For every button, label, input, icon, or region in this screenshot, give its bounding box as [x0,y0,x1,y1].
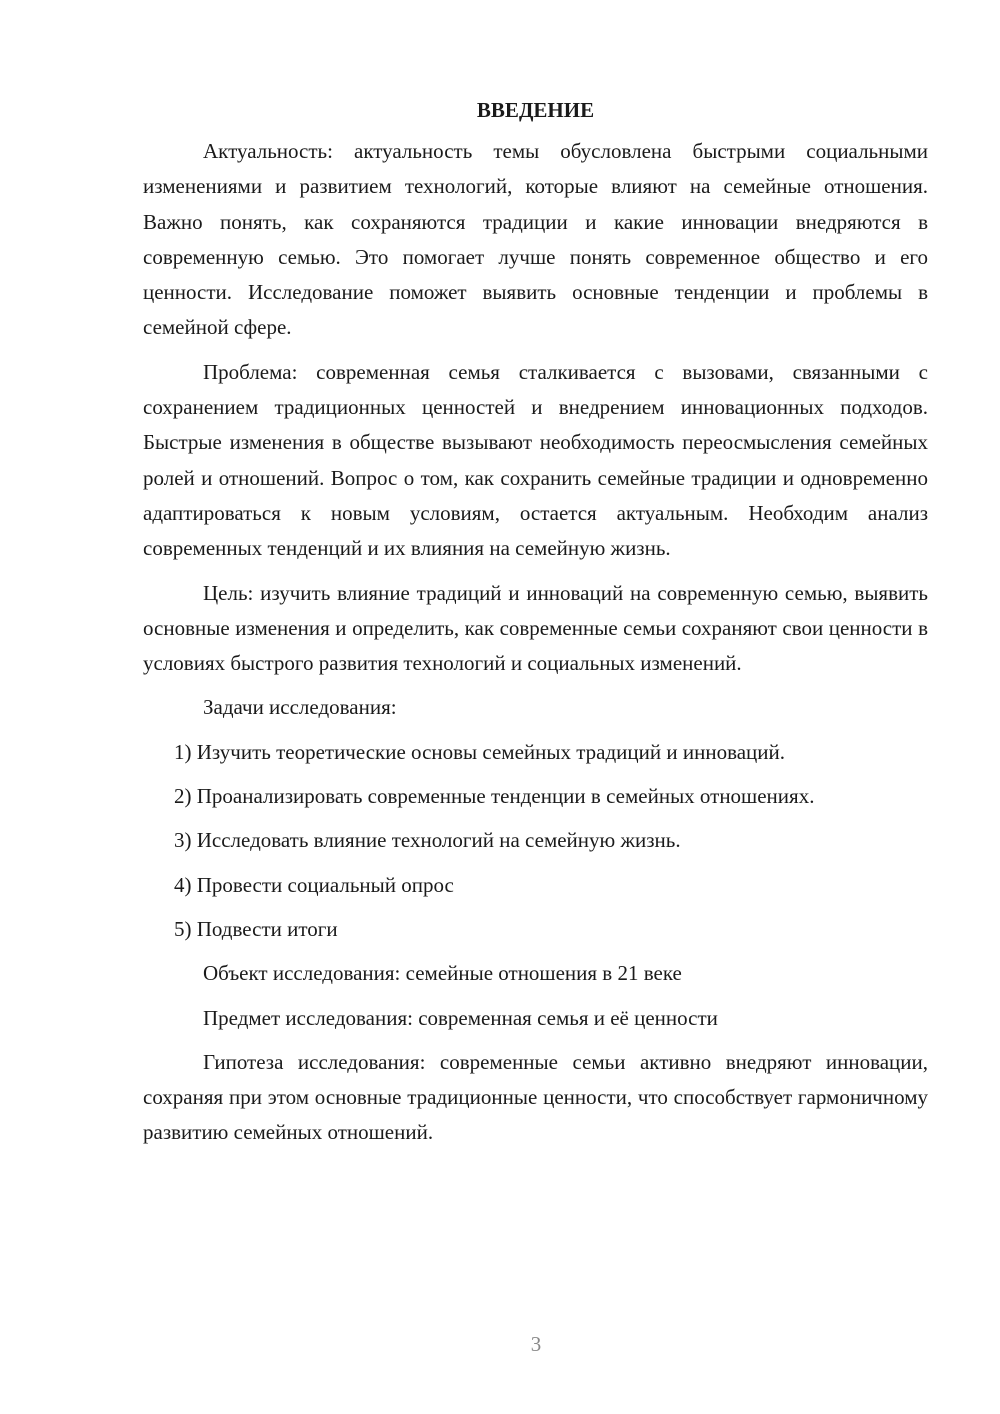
page-title: ВВЕДЕНИЕ [476,98,595,122]
task-item-3: 3) Исследовать влияние технологий на семейную жизнь. [174,828,681,853]
tasks-heading: Задачи исследования: [203,695,397,720]
task-item-2: 2) Проанализировать современные тенденции в семейных отношениях. [174,784,815,809]
research-object: Объект исследования: семейные отношения в 21 веке [203,961,682,986]
task-item-1: 1) Изучить теоретические основы семейных традиций и инноваций. [174,739,786,764]
task-item-5: 5) Подвести итоги [174,916,338,941]
problem-paragraph: Проблема: современная семья сталкивается с вызовами, связанными с сохранением традиционных ценностей и внедрением инновационных подходов. Быстрые изменения в обществе вызывают необходимость переосмысления семейных ролей и отношений. Вопрос о том, как сохранить семейные традиции и одновременно адаптироваться к новым условиям, остается актуальным. Необходим анализ современных тенденций и их влияния на семейную жизнь. [143,359,928,561]
research-subject: Предмет исследования: современная семья и её ценности [203,1005,718,1030]
page-number: 3 [530,1332,542,1356]
goal-paragraph: Цель: изучить влияние традиций и инноваций на современную семью, выявить основные изменения и определить, как современные семьи сохраняют свои ценности в условиях быстрого развития технологий и социальных изменений. [143,580,928,676]
task-item-4: 4) Провести социальный опрос [174,872,454,897]
hypothesis-paragraph: Гипотеза исследования: современные семьи активно внедряют инновации, сохраняя при этом основные традиционные ценности, что способствует гармоничному развитию семейных отношений. [143,1049,928,1145]
page-content [143,93,928,1160]
relevance-paragraph: Актуальность: актуальность темы обусловлена быстрыми социальными изменениями и развитием технологий, которые влияют на семейные отношения. Важно понять, как сохраняются традиции и какие инновации внедряются в современную семью. Это помогает лучше понять современное общество и его ценности. Исследование поможет выявить основные тенденции и проблемы в семейной сфере. [143,139,928,340]
